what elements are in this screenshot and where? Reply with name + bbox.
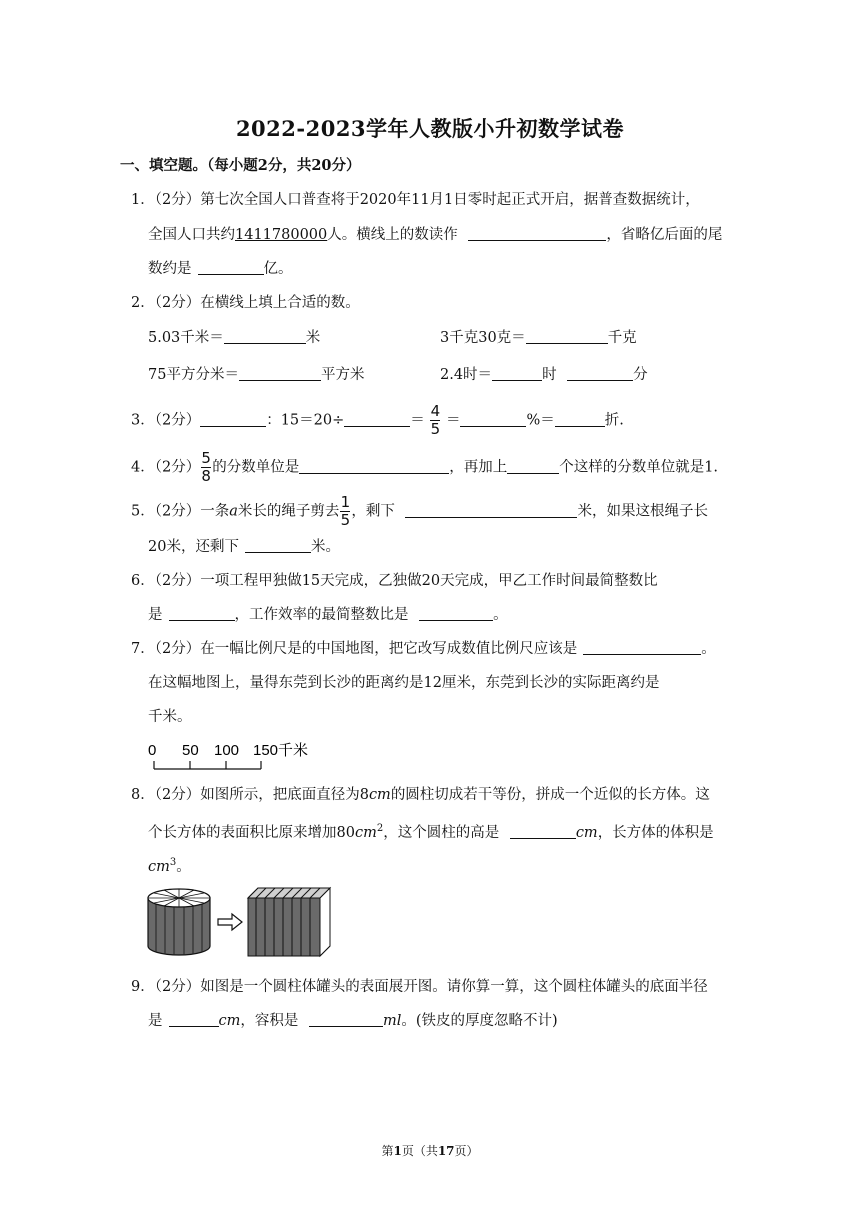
answer-blank[interactable] <box>567 365 633 381</box>
answer-blank[interactable] <box>169 1011 219 1027</box>
q3-line: 3．（2分） ：15＝20÷ ＝ $\frac{4}{5}$ ＝ %＝ 折. <box>131 402 624 438</box>
q2-item-c: 75平方分米＝ 平方米 <box>148 367 365 383</box>
answer-blank[interactable] <box>583 639 701 655</box>
answer-blank[interactable] <box>405 502 577 518</box>
q7-line3: 千米。 <box>148 709 192 725</box>
answer-blank[interactable] <box>510 823 576 839</box>
fraction-four-fifths: $\frac{4}{5}$ <box>430 402 441 438</box>
q2-item-a: 5.03千米＝ 米 <box>148 330 321 346</box>
answer-blank[interactable] <box>198 259 264 275</box>
answer-blank[interactable] <box>507 458 559 474</box>
answer-blank[interactable] <box>169 605 235 621</box>
answer-blank[interactable] <box>224 328 306 344</box>
cylinder-to-cuboid-figure <box>146 884 332 960</box>
q5-line1: 5．（2分）一条a米长的绳子剪去 $\frac{1}{5}$ ，剩下 米，如果这根绳子长 <box>131 493 708 529</box>
fraction-one-fifth: $\frac{1}{5}$ <box>340 493 351 529</box>
map-scale-bar <box>146 738 326 772</box>
answer-blank[interactable] <box>344 411 410 427</box>
page-footer: 第1页（共17页） <box>381 1144 479 1158</box>
answer-blank[interactable] <box>419 605 493 621</box>
q7-line1: 7．（2分）在一幅比例尺是的中国地图，把它改写成数值比例尺应该是 。 <box>131 641 716 657</box>
cylinder-illustration <box>148 889 210 955</box>
page-title: 2022-2023学年人教版小升初数学试卷 <box>235 116 625 141</box>
cuboid-illustration <box>248 888 330 956</box>
scale-label: 50 <box>182 742 199 759</box>
answer-blank[interactable] <box>239 365 321 381</box>
q1-line3: 数约是 亿。 <box>148 261 293 277</box>
q7-line2: 在这幅地图上，量得东莞到长沙的距离约是12厘米，东莞到长沙的实际距离约是 <box>148 675 660 691</box>
q6-line2: 是 ，工作效率的最简整数比是 。 <box>148 607 508 623</box>
q8-line2: 个长方体的表面积比原来增加$80cm^2$，这个圆柱的高是 cm，长方体的体积是 <box>148 823 714 841</box>
answer-blank[interactable] <box>299 458 449 474</box>
q5-line2: 20米，还剩下 米。 <box>148 539 340 555</box>
scale-label: 150千米 <box>253 742 309 759</box>
scale-label: 0 <box>148 742 157 759</box>
q4-line: 4．（2分） $\frac{5}{8}$ 的分数单位是 ，再加上 个这样的分数单位就是1. <box>131 449 719 485</box>
q9-line1: 9．（2分）如图是一个圆柱体罐头的表面展开图。请你算一算，这个圆柱体罐头的底面半径 <box>131 979 708 995</box>
answer-blank[interactable] <box>526 328 608 344</box>
answer-blank[interactable] <box>468 225 606 241</box>
section-heading: 一、填空题。（每小题2分，共20分） <box>120 157 361 174</box>
q9-line2: 是 cm，容积是 ml。(铁皮的厚度忽略不计) <box>148 1013 558 1029</box>
answer-blank[interactable] <box>200 411 266 427</box>
q2-item-d: 2.4时＝ 时 分 <box>440 367 648 383</box>
fraction-five-eighths: $\frac{5}{8}$ <box>201 449 211 485</box>
q6-line1: 6．（2分）一项工程甲独做15天完成，乙独做20天完成，甲乙工作时间最简整数比 <box>131 573 658 589</box>
q1-line1: 1．（2分）第七次全国人口普查将于2020年11月1日零时起正式开启，据普查数据统计， <box>131 192 700 208</box>
q8-line3: $cm^3$。 <box>148 857 191 875</box>
answer-blank[interactable] <box>309 1011 383 1027</box>
answer-blank[interactable] <box>555 411 605 427</box>
population-number: 1411780000 <box>235 227 328 243</box>
answer-blank[interactable] <box>460 411 526 427</box>
q2-heading: 2．（2分）在横线上填上合适的数。 <box>131 295 360 311</box>
arrow-icon <box>218 914 242 930</box>
q1-line2: 全国人口共约1411780000人。横线上的数读作 ，省略亿后面的尾 <box>148 227 723 243</box>
q2-item-b: 3千克30克＝ 千克 <box>440 330 637 346</box>
q8-line1: 8．（2分）如图所示，把底面直径为8cm的圆柱切成若干等份，拼成一个近似的长方体。这 <box>131 787 710 803</box>
answer-blank[interactable] <box>492 365 542 381</box>
scale-label: 100 <box>214 742 240 759</box>
answer-blank[interactable] <box>245 537 311 553</box>
